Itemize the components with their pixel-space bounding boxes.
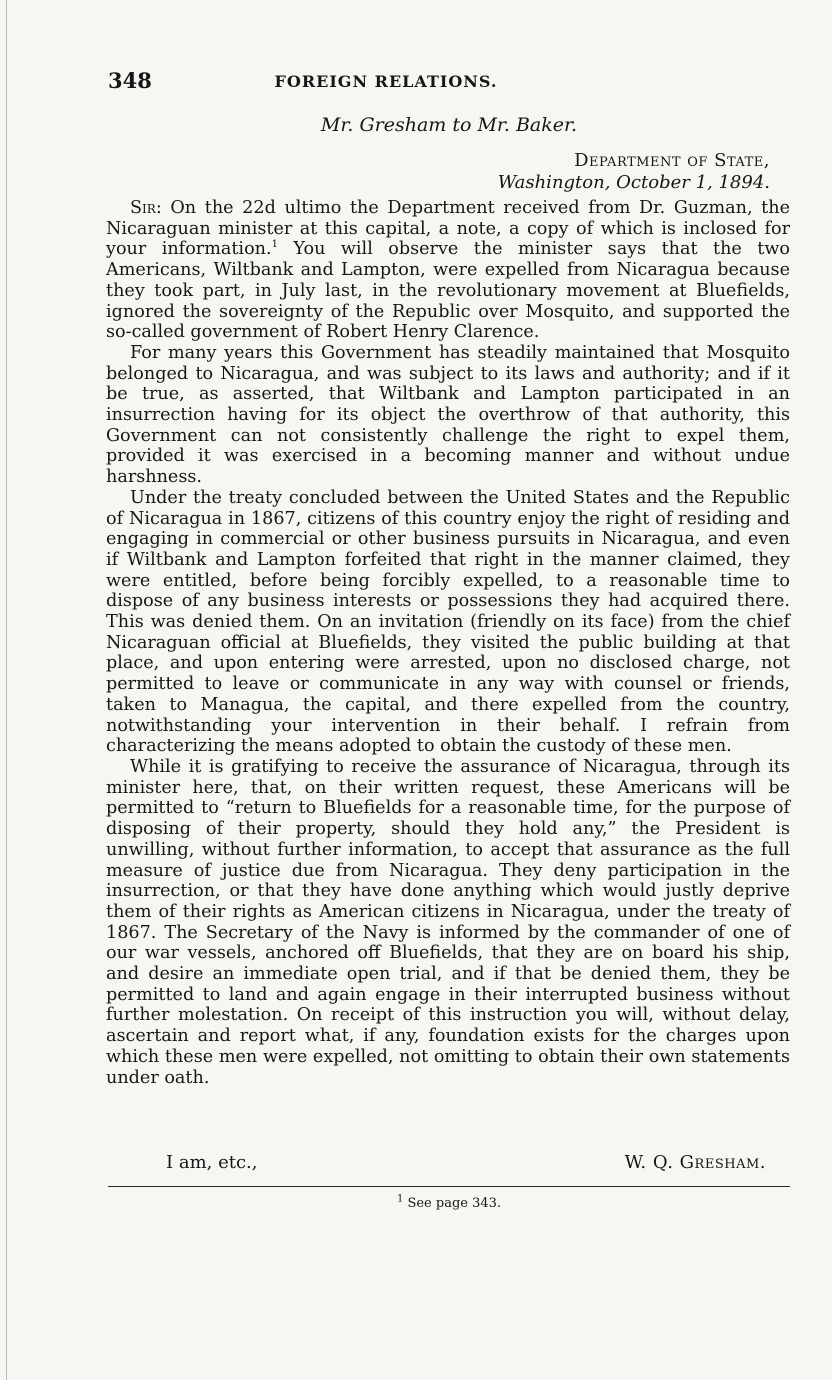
footnote-reference: 1: [271, 239, 278, 251]
page-number: 348: [108, 68, 152, 93]
page-edge: [6, 0, 7, 1380]
paragraph-1: [106, 198, 790, 343]
department-name: Department of State,: [574, 150, 770, 171]
salutation: Sir: [130, 198, 156, 218]
footnote-rule: [108, 1186, 790, 1187]
letter-heading: Mr. Gresham to Mr. Baker.: [320, 114, 578, 136]
footnote: [108, 1193, 790, 1211]
paragraph-1-text-b: You will observe the minister says that the two Americans, Wiltbank and Lampton, were expelled from Nicaragua because they took part, in July last, in the revolutionary movement at Bluefields, ignored the sovereignty of the Republic over Mosquito, and supported the so-called government of Robert Henry Clarence.: [106, 239, 790, 343]
signature: W. Q. Gresham.: [624, 1152, 766, 1173]
place-date: Washington, October 1, 1894.: [497, 172, 770, 193]
running-head: FOREIGN RELATIONS.: [274, 72, 498, 91]
letter-body: [106, 198, 790, 1088]
closing: I am, etc.,: [166, 1152, 258, 1173]
footnote-text: See page 343.: [403, 1196, 502, 1211]
paragraph-2: For many years this Government has steadily maintained that Mosquito belonged to Nicaragua, and was subject to its laws and authority; and if it be true, as asserted, that Wiltbank and Lampton participated in an insurrection having for its object the overthrow of that authority, this Government can not consistently challenge the right to expel them, provided it was exercised in a becoming manner and without undue harshness.: [106, 342, 790, 488]
paragraph-1-text-a: : On the 22d ultimo the Department received from Dr. Guzman, the Nicaraguan minister at this capital, a note, a copy of which is inclosed for your information.: [106, 198, 790, 260]
footnote-mark: 1: [396, 1193, 404, 1205]
signature-row: [106, 1152, 766, 1176]
page-header: [108, 68, 788, 92]
dateline: [430, 150, 770, 194]
paragraph-4: While it is gratifying to receive the assurance of Nicaragua, through its minister here, that, on their written request, these Americans will be permitted to “return to Bluefields for a reasonable time, for the purpose of disposing of their property, should they hold any,” the President is unwilling, without further information, to accept that assurance as the full measure of justice due from Nicaragua. They deny participation in the insurrection, or that they have done anything which would justly deprive them of their rights as American citizens in Nicaragua, under the treaty of 1867. The Secretary of the Navy is informed by the commander of one of our war vessels, anchored off Bluefields, that they are on board his ship, and desire an immediate open trial, and if that be denied them, they be permitted to land and again engage in their interrupted business without further molestation. On receipt of this instruction you will, without delay, ascertain and report what, if any, foundation exists for the charges upon which these men were expelled, not omitting to obtain their own statements under oath.: [106, 756, 790, 1088]
paragraph-3: Under the treaty concluded between the United States and the Republic of Nicaragua in 1867, citizens of this country enjoy the right of residing and engaging in commercial or other business pursuits in Nicaragua, and even if Wiltbank and Lampton forfeited that right in the manner claimed, they were entitled, before being forcibly expelled, to a reasonable time to dispose of any business interests or possessions they had acquired there. This was denied them. On an invitation (friendly on its face) from the chief Nicaraguan official at Bluefields, they visited the public building at that place, and upon entering were arrested, upon no disclosed charge, not permitted to leave or communicate in any way with counsel or friends, taken to Managua, the capital, and there expelled from the country, notwithstanding your intervention in their behalf. I refrain from characterizing the means adopted to obtain the custody of these men.: [106, 487, 790, 757]
